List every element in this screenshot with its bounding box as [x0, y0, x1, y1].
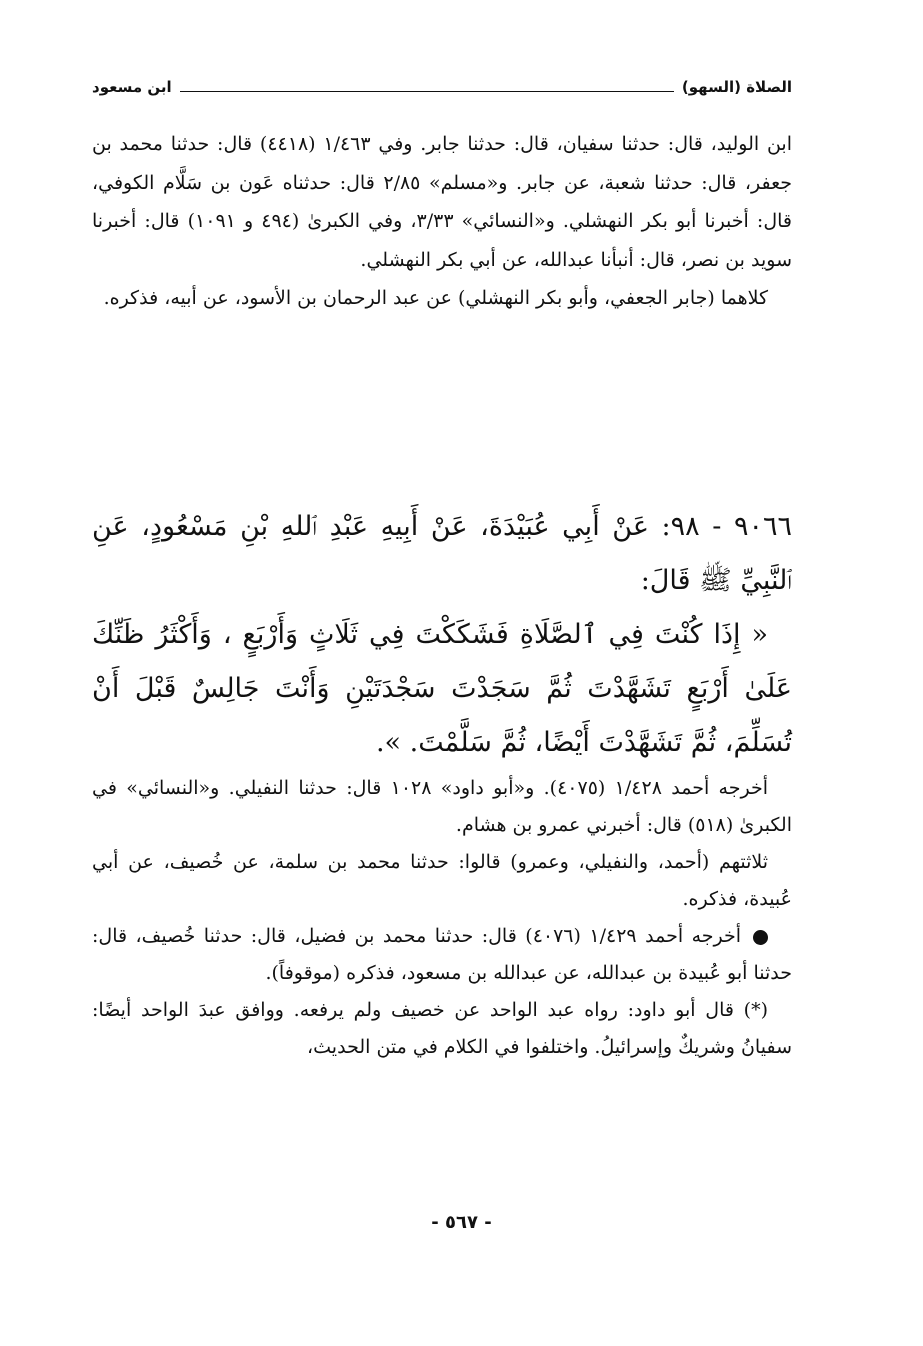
page-number: - ٥٦٧ -	[431, 1212, 492, 1233]
hadith-block	[92, 500, 792, 770]
takhrij-paragraph-3-text: أخرجه أحمد ١/٤٢٩ (٤٠٧٦) قال: حدثنا محمد بن فضيل، قال: حدثنا خُصيف، قال: حدثنا أبو عُبيدة بن عبدالله، عن عبدالله بن مسعود، فذكره (موقوفاً).	[92, 925, 792, 984]
takhrij-paragraph-3	[92, 918, 792, 992]
header-chapter-title: الصلاة (السهو)	[681, 78, 792, 96]
takhrij-note: (*) قال أبو داود: رواه عبد الواحد عن خصيف ولم يرفعه. ووافق عبدَ الواحد أيضًا: سفيانُ وشريكٌ وإسرائيلُ. واختلفوا في الكلام في متن الحديث،	[92, 999, 792, 1058]
bullet-dot-icon	[753, 930, 768, 945]
top-paragraph-1: ابن الوليد، قال: حدثنا سفيان، قال: حدثنا جابر. وفي ١/٤٦٣ (٤٤١٨) قال: حدثنا محمد بن جعفر، قال: حدثنا شعبة، عن جابر. و«مسلم» ٢/٨٥ قال: حدثناه عَون بن سَلَّام الكوفي، قال: أخبرنا أبو بكر النهشلي. و«النسائي» ٣/٣٣، وفي الكبرىٰ (٤٩٤ و ١٠٩١) قال: أخبرنا سويد بن نصر، قال: أنبأنا عبدالله، عن أبي بكر النهشلي.	[92, 133, 793, 271]
top-narration-block	[92, 125, 792, 318]
takhrij-paragraph-1: أخرجه أحمد ١/٤٢٨ (٤٠٧٥). و«أبو داود» ١٠٢٨ قال: حدثنا النفيلي. و«النسائي» في الكبرىٰ (٥١٨) قال: أخبرني عمرو بن هشام.	[92, 777, 792, 836]
header-section-title: ابن مسعود	[92, 78, 172, 96]
hadith-text: « إِذَا كُنْتَ فِي ٱلصَّلَاةِ فَشَكَكْتَ فِي ثَلَاثٍ وَأَرْبَعٍ ، وَأَكْثَرُ ظَنِّكَ عَلَىٰ أَرْبَعٍ تَشَهَّدْتَ ثُمَّ سَجَدْتَ سَجْدَتَيْنِ وَأَنْتَ جَالِسٌ قَبْلَ أَنْ تُسَلِّمَ، ثُمَّ تَشَهَّدْتَ أَيْضًا، ثُمَّ سَلَّمْتَ. ».	[92, 619, 792, 758]
running-header	[92, 72, 792, 102]
header-rule	[180, 91, 674, 92]
takhrij-block	[92, 770, 792, 1066]
hadith-heading: ٩٠٦٦ - ٩٨: عَنْ أَبِي عُبَيْدَةَ، عَنْ أَبِيهِ عَبْدِ ٱللهِ بْنِ مَسْعُودٍ، عَنِ ٱلنَّبِيِّ ﷺ قَالَ:	[92, 511, 792, 596]
takhrij-paragraph-2: ثلاثتهم (أحمد، والنفيلي، وعمرو) قالوا: حدثنا محمد بن سلمة، عن خُصيف، عن أبي عُبيدة، فذكره.	[92, 851, 792, 910]
top-paragraph-2: كلاهما (جابر الجعفي، وأبو بكر النهشلي) عن عبد الرحمان بن الأسود، عن أبيه، فذكره.	[103, 287, 768, 309]
